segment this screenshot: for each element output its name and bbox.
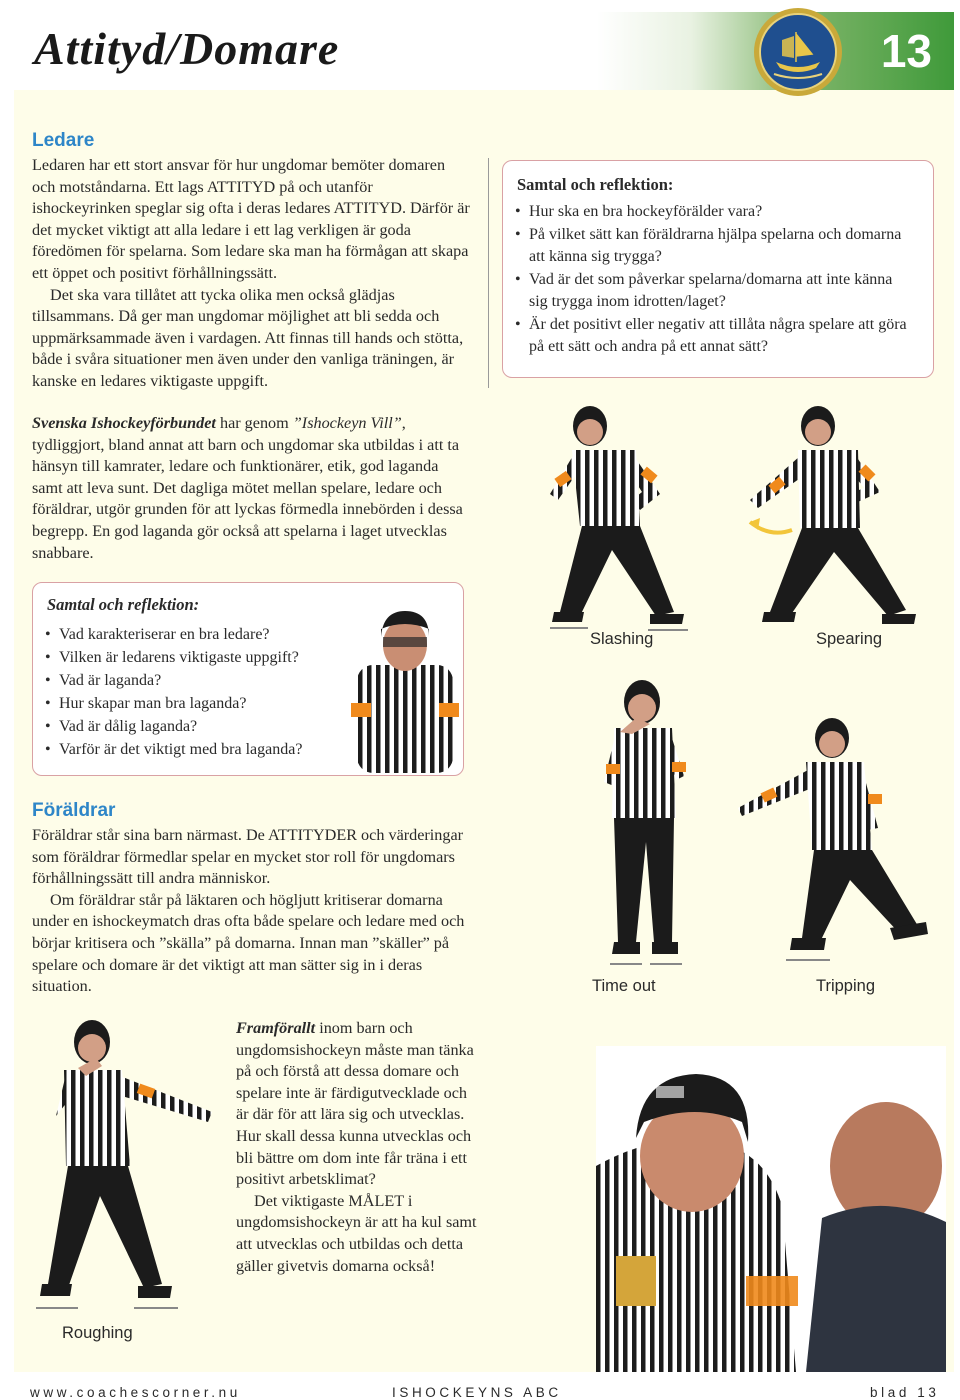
ledare-paragraph-2: Det ska vara tillåtet att tycka olika men också glädjas tillsammans. Då ger man ungdomar möjlighet att bli sedda och uppmärksammade även i vardagen. Att finnas till hands och stötta, både i svåra situationer men även under den vanliga träningen, är kanske en ledares viktigaste uppgift. (32, 285, 464, 390)
caption-roughing: Roughing (62, 1324, 133, 1342)
sif-text-mid: har genom (215, 414, 293, 432)
ledare-paragraph-1: Ledaren har ett stort ansvar för hur ungdomar bemöter domaren och motståndarna. Ett lags ATTITYD på och utanför ishockeyrinken speglar sig ofta i deras ledares ATTITYD. Därför är det mycket viktigt att alla ledare i ett lag verkligen är goda föredömen för spelarna. Som ledare ska man ha förmågan att skapa ett öppet och positivt förhållningssätt. (32, 156, 470, 282)
framforallt-rest: inom barn och ungdomsishockeyn måste man tänka på och förstå att dessa domare och spelare inte är färdigutvecklade och är där för att lära sig och utvecklas. Hur skall dessa kunna utvecklas och bli bättre om dom inte får träna i ett positivt arbetsklimat? (236, 1019, 474, 1189)
federation-logo (752, 6, 844, 98)
framforallt-paragraph-2: Det viktigaste MÅLET i ungdomsishockeyn är att ha kul samt att utvecklas och utbildas och detta gäller givetvis domarna också! (236, 1191, 477, 1275)
referee-signal-roughing (26, 1016, 226, 1316)
list-item: • Vad karakteriserar en bra ledare? (45, 623, 345, 646)
reflection-list-parents (515, 201, 910, 359)
referee-signal-time-out (580, 672, 710, 972)
foraldrar-paragraph-1: Föräldrar står sina barn närmast. De ATTITYDER och värderingar som föräldrar förmedlar spelar en mycket stor roll för ungdomars förhållningssätt till andra människor. (32, 826, 464, 888)
referee-coach-photo (596, 1046, 946, 1372)
footer-website[interactable]: www.coachescorner.nu (30, 1385, 241, 1400)
footer-publication: ISHOCKEYNS ABC (392, 1385, 562, 1400)
column-divider (488, 158, 489, 388)
list-item: • Vilken är ledarens viktigaste uppgift? (45, 646, 345, 669)
caption-spearing: Spearing (816, 630, 883, 648)
section-heading-ledare: Ledare (32, 130, 95, 151)
list-item: • Hur skapar man bra laganda? (45, 692, 345, 715)
caption-slashing: Slashing (590, 630, 654, 648)
reflection-heading-parents: Samtal och reflektion: (517, 175, 674, 194)
referee-portrait-illustration (349, 607, 461, 773)
referee-signal-slashing (540, 400, 720, 635)
reflection-heading-leaders: Samtal och reflektion: (47, 595, 200, 614)
list-item: • Är det positivt eller negativ att tillåta några spelare att göra på ett sätt och andra på ett annat sätt? (515, 314, 910, 359)
sif-book-title: ”Ishockeyn Vill” (292, 414, 402, 432)
section-heading-foraldrar: Föräldrar (32, 800, 116, 821)
ledare-text (32, 155, 472, 393)
foraldrar-text (32, 825, 472, 998)
sif-paragraph (32, 413, 472, 564)
referee-signal-tripping (722, 712, 932, 974)
footer-sheet: blad 13 (870, 1385, 940, 1400)
sif-name: Svenska Ishockeyförbundet (32, 414, 216, 432)
sif-text-rest: , tydliggjort, bland annat att barn och ungdomar ska utbildas i att ta hänsyn till kamrater, ledare och funktionärer, etik, god laganda samt att leva sunt. Det dagliga mötet mellan spelare, ledare och föräldrar, utgör grunden för att lyckas förmedla innebörden i dessa begrepp. En god laganda gör också att spelarna i laget utvecklas snabbare. (32, 414, 463, 562)
caption-tripping: Tripping (816, 977, 875, 995)
list-item: • Hur ska en bra hockeyförälder vara? (515, 201, 910, 224)
reflection-box-parents (502, 160, 934, 378)
framforallt-lead: Framförallt (236, 1019, 316, 1037)
foraldrar-paragraph-2: Om föräldrar står på läktaren och högljutt kritiserar domarna under en ishockeymatch dras ofta både spelare och ledare med och börjar kritisera och ”skälla” på domarna. Innan man ”skäller” på spelare och domare är det viktigt att man sätter sig in i deras situation. (32, 890, 465, 996)
referee-coach-photo-illustration (596, 1046, 946, 1372)
framforallt-text (236, 1018, 480, 1277)
list-item: • På vilket sätt kan föräldrarna hjälpa spelarna och domarna att känna sig trygga? (515, 224, 910, 269)
caption-time-out: Time out (592, 977, 656, 995)
page-number: 13 (880, 25, 932, 77)
list-item: • Vad är dålig laganda? (45, 715, 345, 738)
reflection-list-leaders (45, 623, 345, 761)
list-item: • Vad är laganda? (45, 669, 345, 692)
list-item: • Varför är det viktigt med bra laganda? (45, 738, 345, 761)
page-title: Attityd/Domare (34, 23, 340, 74)
list-item: • Vad är det som påverkar spelarna/domarna att inte känna sig trygga inom idrotten/laget? (515, 269, 910, 314)
reflection-box-leaders (32, 582, 464, 776)
referee-signal-spearing (730, 400, 930, 635)
